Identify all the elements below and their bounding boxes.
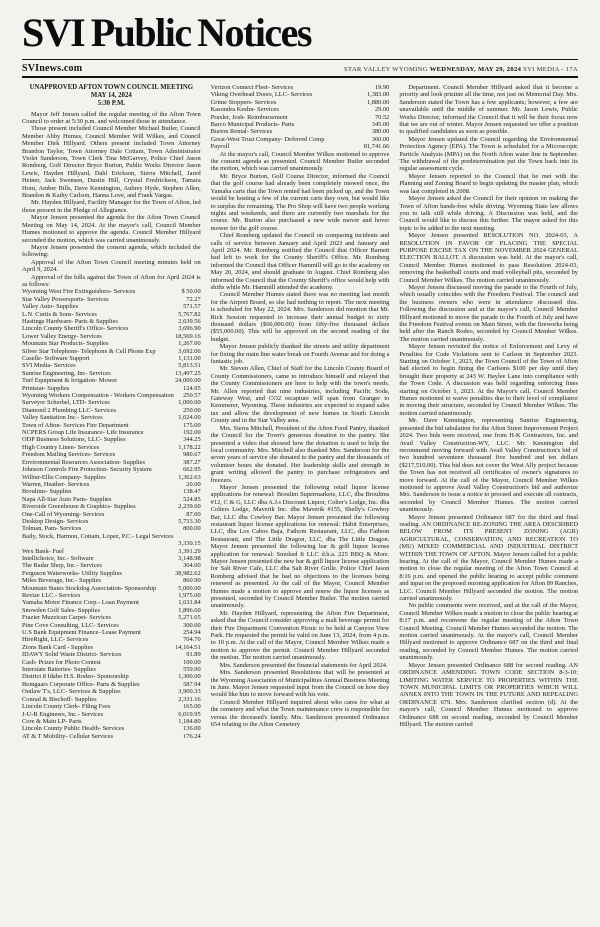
bill-name: Frazier Muzzican Carpet- Services: [22, 614, 111, 622]
bill-amount: 3,692.06: [178, 347, 201, 355]
bill-name: Wyoming Workers Compensation - Workers Compensation: [22, 392, 174, 400]
bill-amount: 1,267.00: [178, 340, 201, 348]
bill-amount: 1,184.80: [178, 717, 201, 725]
bill-amount: 3,391.29: [178, 547, 201, 555]
bill-row: [211, 136, 390, 143]
bill-amount: 3,900.33: [178, 688, 201, 696]
bill-name: Caselle- Software Support: [22, 355, 90, 363]
bill-amount: 345.00: [371, 121, 390, 129]
bill-amount: 524.85: [183, 495, 201, 503]
paragraph: Approval of the bills against the Town of Afton for April 2024 is as follows:: [22, 273, 201, 288]
bill-name: IDAWY Solid Waste District- Services: [22, 651, 122, 659]
bill-row: [22, 681, 201, 688]
bill-row: [22, 488, 201, 495]
paragraph: Department. Council Member Hillyard asked that it become a priority and look pristine all the time, not just on Memorial Day. Mrs. Sanderson stated the Town has a few applicants; however, a few are unavailable until the middle of summer. Mr. Jason Lewis, Public Works Director, informed the Council that it will be their focus now that we are out of winter. Mayor Jensen requested we offer a position to qualified candidates as soon as possible.: [399, 84, 579, 136]
bill-name: Great-West Trust Company- Deferred Comp: [210, 135, 325, 143]
bill-amount: 980.67: [183, 451, 201, 459]
bill-row: [22, 399, 201, 406]
bill-row: [211, 84, 390, 91]
bill-amount: 800.00: [183, 525, 201, 533]
bill-amount: $ 50.00: [181, 288, 201, 296]
bill-row: [22, 511, 201, 518]
bill-row: [211, 121, 390, 128]
bill-amount: 6,019.95: [178, 710, 201, 718]
bill-row: [211, 114, 390, 121]
paragraph: At the mayor's call, Council Member Wilkes motioned to approve the consent agenda as presented. Council Member Butler seconded the motion, which was carried unanimously.: [210, 150, 390, 173]
bill-row: [211, 143, 390, 150]
bill-row: [22, 362, 201, 369]
bill-name: Mountain States Stockdog Association- Sponsorship: [22, 584, 157, 592]
bill-row: [22, 688, 201, 695]
bill-name: Town of Afton- Services Fire Department: [22, 421, 129, 429]
bill-row: [22, 503, 201, 510]
bill-amount: 87.00: [186, 510, 201, 518]
bill-amount: 250.00: [183, 406, 201, 414]
bill-row: [22, 414, 201, 421]
bill-amount: 136.00: [183, 725, 201, 733]
bill-row: [211, 91, 390, 98]
bill-name: Kasondra Keehn- Services: [210, 106, 279, 114]
bill-row: [22, 592, 201, 599]
paragraph: Mayor Jensen presented Ordinance 687 for the third and final reading. AN ORDINANCE RE-ZONING THE AREA DESCRIBED BELOW FROM ITS PRESENT ZONING (AGR) AGRICULTURAL, CONSERVATION, AND RECREATION TO (MU) MIXED COMMERCIAL AND INDUSTRIAL DISTRICT WITHIN THE TOWN OF AFTON. Mayor Jensen called for a public hearing. At the call of the Mayor, Council Member Humes made a motion to close the regular meeting of the Afton Town Council at 8:16 p.m. and opened the public hearing to accept public comment and input on the proposed rezoning application for Afton 89 Ranches, LLC. Council Member Hillyard seconded the motion. The motion carried unanimously.: [399, 513, 579, 603]
bill-name: Lower Valley Energy- Services: [22, 332, 102, 340]
bill-amount: 360.00: [371, 135, 390, 143]
bill-row: [22, 459, 201, 466]
bill-row: [22, 659, 201, 666]
bill-name: Pine Cove Consulting, LLC- Services: [22, 621, 119, 629]
bill-name: SVI Media- Services: [22, 362, 76, 370]
bill-amount: 1,362.63: [178, 473, 201, 481]
notice-column-2: [211, 84, 390, 918]
site-name: SVInews.com: [22, 63, 83, 74]
bill-name: Praxler, Josh- Reimbursement: [210, 113, 288, 121]
bill-amount: 5,733.30: [178, 517, 201, 525]
bill-name: Yamaha Motor Finance Corp.- Loan Payment: [22, 599, 139, 607]
paragraph: Council Member Humes stated there was no meeting last month for the Airport Board, so she had nothing to report. The next meeting is scheduled for May 22, 2024. Mrs. Sanderson did mention that Mr. Rick Session requested to increase their annual budget to sixty thousand dollars ($60,000.00) from fifty-five thousand dollars ($55,000.00). This will be approved on the second reading of the budget.: [210, 291, 390, 343]
masthead: [0, 0, 600, 54]
bill-amount: 3,696.90: [178, 325, 201, 333]
bill-row: [22, 288, 201, 295]
masthead-info-row: [0, 60, 600, 76]
bill-name: J-U-B Engineers, Inc.- Services: [22, 710, 104, 718]
bill-row: [22, 733, 201, 740]
bill-amount: 1,131.00: [178, 355, 201, 363]
paragraph: Mayor Jensen presented Ordinance 688 for second reading. AN ORDINANCE AMENDING TOWN CODE SECTION 8-3-10: LIMITING WATER SERVICE TO PROPERTIES WITHIN THE TOWN MUNICIPAL LIMITS OR PROPERTIES WHICH WILL ANNEX INTO THE TOWN IN THE FUTURE AND REPEALING ORDINANCE 679. Mrs. Sanderson clarified section (d). At the mayor's call, Council Member Humes motioned to approve Ordinance 688 on second reading, seconded by Council Member Hillyard. The motion carried: [399, 661, 579, 728]
bill-amount: 5,767.82: [178, 310, 201, 318]
bill-amount: 5,271.65: [178, 614, 201, 622]
bill-amount: 571.57: [183, 303, 201, 311]
bill-row: [22, 407, 201, 414]
bill-amount: 165.00: [183, 703, 201, 711]
bill-row: [22, 599, 201, 606]
bill-name: Diamond 2 Plumbing LLC- Services: [22, 406, 117, 414]
bill-name: High Country Linen- Services: [22, 443, 100, 451]
bill-row: [22, 466, 201, 473]
paragraph: Mrs. Sanderson presented the financial statements for April 2024.: [219, 661, 388, 669]
bill-row: [22, 533, 201, 548]
bill-row: [22, 444, 201, 451]
bill-row: [22, 711, 201, 718]
bill-row: [22, 651, 201, 658]
bill-row: [22, 614, 201, 621]
paragraph: Mr. Hayden Hillyard, representing the Afton Fire Department, asked that the Council consider approving a malt beverage permit for their Fire Department Convention Picnic to be held at Canyon View Park. He requested the permit be valid on June 13, 2024, from 4 p.m. to 10 p.m. At the call of the Mayor, Council Member Wilkes made a motion to approve the permit. Council Member Hillyard seconded the motion. The motion carried unanimously.: [210, 609, 390, 662]
bill-row: [22, 577, 201, 584]
bill-amount: 3,148.98: [178, 554, 201, 562]
bill-amount: 662.95: [183, 466, 201, 474]
bill-row: [22, 333, 201, 340]
bill-amount: 1,631.84: [178, 599, 201, 607]
bill-amount: 2,639.56: [178, 317, 201, 325]
bill-name: Ferguson Waterworks- Utility Supplies: [22, 569, 122, 577]
bill-row: [22, 525, 201, 532]
paragraph: Mayor Jensen publicly thanked the streets and utility department for fixing the main line water break on Fourth Avenue and for doing a fantastic job.: [210, 343, 390, 366]
bill-name: Freedom Mailing Services- Services: [22, 451, 116, 459]
bill-amount: 5,000.00: [178, 584, 201, 592]
bill-row: [22, 474, 201, 481]
bill-name: Desktop Design- Services: [22, 517, 89, 525]
bill-row: [22, 377, 201, 384]
bill-amount: 2,239.60: [178, 503, 201, 511]
bill-row: [22, 629, 201, 636]
notice-columns: [0, 83, 600, 919]
bill-amount: 24,000.00: [175, 377, 201, 385]
page-title: SVI Public Notices: [22, 10, 311, 55]
bill-name: Verizon Connect Fleet- Services: [210, 84, 294, 91]
bill-amount: 1,024.00: [178, 414, 201, 422]
bill-name: Warren, Heather- Services: [22, 480, 90, 488]
bill-row: [22, 703, 201, 710]
edition-page: SVI MEDIA - 17A: [523, 66, 578, 73]
paragraph: No public comments were received, and at the call of the Mayor, Council Member Wilkes made a motion to close the public hearing at 8:17 p.m. and reconvene the regular meeting of the Afton Town Council Meeting. Council Member Humes seconded the motion. The motion carried unanimously. At the mayor's call, Council Member Hillyard motioned to approve Ordinance 687 on the third and final reading, seconded by Council Member Humes. The motion carried unanimously.: [399, 602, 579, 662]
paragraph: Mrs. Sierra Mitchell, President of the Afton Food Pantry, thanked the Council for the Town's generous donation to the pantry. She presented a video that showed how the donation is used to help the local community. Mrs. Mitchell also thanked Mrs. Sanderson for the seven years of service she donated to the pantry and the thousands of volunteer hours she donated. Her leadership skills and strength in grant writing allowed the pantry to purchase refrigerators and freezers.: [210, 424, 390, 484]
bill-name: Zions Bank Card - Supplies: [22, 643, 94, 651]
bill-row: [22, 429, 201, 436]
bill-amount: 1,300.00: [178, 673, 201, 681]
bill-name: AT & T Mobility- Cellular Services: [22, 732, 114, 740]
bill-name: U.S Bank Equipment Finance- Lease Payment: [22, 629, 141, 637]
bill-row: [22, 451, 201, 458]
bill-row: [22, 496, 201, 503]
paragraph: Mayor Jensen presented RESOLUTION NO. 2024-03, A RESOLUTION IN FAVOR OF PLACING THE SPECIAL PURPOSE EXCISE TAX ON THE NOVEMBER 2024 GENERAL ELECTION BALLOT. A discussion was held. At the mayor's call, Council Member Humes motioned to pass Resolution 2024-03, removing the basketball courts and mud volleyball pits, seconded by Council Member Wilkes. The motion carried unanimously.: [399, 232, 579, 284]
bill-amount: 175.00: [183, 421, 201, 429]
bill-name: Johnson Controls Fire Protection- Security System: [22, 466, 152, 474]
bill-amount: 14,164.51: [175, 643, 201, 651]
bill-name: Broulims- Supplies: [22, 488, 72, 496]
bill-name: Sunrise Engineering, Inc- Services: [22, 369, 111, 377]
edition-line: [344, 66, 578, 73]
paragraph: Mr. Hayden Hillyard, Facility Manager for the Town of Afton, led those present in the Pledge of Allegiance.: [22, 199, 201, 214]
paragraph: Mayor Jensen discussed moving the parade to the Fourth of July, which usually coincides with the Freedom Festival. The council and the business owners who were in attendance discussed this. Following the discussion and at the mayor's call, Council Member Hillyard motioned to move the parade to the Fourth of July and have the Freedom Festival events on Main Street, with the fireworks being held after the Ranch Rodeo, seconded by Council Member Wilkes. The motion carried unanimously.: [399, 283, 579, 343]
bill-name: Baily, Stock, Harmon, Cottam, Lopez, P.C.- Legal Services: [22, 532, 174, 540]
paragraph: Mr. Dave Kennington, representing Sunrise Engineering, presented the bid tabulation for the Afton Street Improvement Project 2024. Two bids were received, one from H-K Contractors, Inc. and Avail Valley Construction-WY, LLC. Mr. Kennington did recommend moving forward with Avail Valley Construction's bid of two hundred seventeen thousand five hundred and ten dollars ($217,510.00). This bid does not cover the West Ally project because the Town has not received all certificates of owner's signatures to move forward. At the call of the Mayor, Council Member Wilkes motioned to approve Avail Valley Construction's bid and authorize Mrs. Sanderson to issue a notice to proceed and execute all contracts, seconded by Council Member Humes. The motion carried unanimously.: [399, 417, 579, 514]
bill-name: Bomgaars Corporate Office- Parts & Supplies: [22, 680, 140, 688]
bill-amount: 138.47: [183, 488, 201, 496]
bill-row: [211, 99, 390, 106]
paragraph: Mayor Jensen updated the Council regarding the Environmental Protection Agency (EPA). The Town is scheduled for a Microscopic Particle Analysis (MPA) on the North Afton water line in September. The withdrawal of the predetermination put the Town back into its regular assessment cycle.: [399, 135, 579, 173]
paragraph: Chief Romberg updated the Council on comparing incidents and calls of service between January and April 2023 and January and April 2024. Mr. Romberg notified the Council that Officer Barnett had left to work for the County Sheriff's Office. Mr. Romberg informed the Council that Officer Hammill will go to the academy on May 20, 2024, and should graduate in August. Chief Romberg also informed the Council that the County Sheriff's office would help with shifts while Mr. Hammill attended the academy.: [210, 232, 390, 291]
bill-name: Hastings Hardware- Parts & Supplies: [22, 317, 118, 325]
bill-row: [22, 666, 201, 673]
bill-row: [22, 436, 201, 443]
bill-row: [22, 636, 201, 643]
paragraph: Mayor Jensen presented the following retail liquor license applications for renewal: Broulim Supermarkets, LLC, dba Broulims #12, C & G, LLC dba A.J.s Discount Liquor, Colter's Lodge, Inc. dba Colters Lodge, Maverik Inc. dba Maverik #155, Shelly's Cowboy Bar, LLC dba Cowboy Bar. Mayor Jensen presented the following restaurant liquor license applications for renewal: Habit Enterprises, LLC, dba Los Cabos Baja, Fathom Restaurant, LLC, dba Fathom Restaurant, and The Little Dragon, LLC, dba The Little Dragon. Mayor Jensen presented the following bar & grill liquor license application for renewal: Smoked It LLC d.b.a. 225 BBQ & More. Mayor Jensen presented the new bar & grill liquor license application for Salt River Cafe, LLC dba Salt River Grille. Police Chief Jason Romberg advised that he had no objections to the licenses being renewed as presented. At the call of the Mayor, Council Member Humes made a motion to approve and renew the liquor licenses as presented, seconded by Council Member Butler. The motion carried unanimously.: [210, 483, 390, 610]
bill-row: [22, 318, 201, 325]
bill-amount: 1,000.00: [178, 399, 201, 407]
bill-row: [22, 422, 201, 429]
bill-amount: 1,178.22: [178, 443, 201, 451]
bill-row: [22, 562, 201, 569]
bill-amount: 13,497.25: [175, 369, 201, 377]
bill-row: [22, 644, 201, 651]
bill-amount: 70.52: [374, 113, 390, 121]
bill-row: [22, 585, 201, 592]
bill-amount: 176.24: [183, 732, 201, 740]
bill-row: [22, 385, 201, 392]
bill-name: Napa All-Star Auto Parts- Supplies: [22, 495, 112, 503]
bill-name: Viking Overhead Doors, LLC- Services: [210, 91, 313, 99]
bill-name: Core & Main LP- Parts: [22, 717, 82, 725]
bill-amount: 254.94: [183, 629, 201, 637]
bill-name: Intellichoice, Inc.- Software: [22, 554, 94, 562]
bill-name: ODP Business Solutions, LLC- Supplies: [22, 436, 126, 444]
bill-row: [22, 392, 201, 399]
paragraph: Those present included Council Member Michael Butler, Council Member Abby Humes, Council Member Will Wilkes, and Council Member Dirk Hillyard. Others present included Town Attorney Brandon Taylor, Town Attorney Dale Cottam, Town Administrator Violet Sanderson, Town Clerk Tina McGarvey, Police Chief Jason Romberg, Golf Director Bryce Burton, Public Works Director Jason Lewis, Hayden Hillyard, Dahl Erickson, Sierra Mitchell, Jared Heiner, Jack Swensen, Dustin Hill, Crystal Fredrickson, Tamara Horn, Amber Bills, Dave Kennington, Aubrey Hyde, Stephen Allen, Brandon & Kathy Carlson, Hanna Love, and Frank Vargas.: [22, 125, 201, 200]
bill-row: [22, 622, 201, 629]
bill-amount: 559.90: [183, 666, 201, 674]
bill-name: Revize LLC.- Services: [22, 592, 81, 600]
bill-name: Star Valley Powersports- Services: [22, 295, 109, 303]
bill-row: [22, 370, 201, 377]
paragraph: Mayor Jensen reported to the Council that he met with the Planning and Zoning Board to begin updating the master plan, which was last completed in 2008.: [399, 172, 579, 195]
bill-amount: 19.90: [374, 84, 390, 91]
notice-heading-line: MAY 14, 2024: [90, 92, 132, 100]
paragraph: Mrs. Sanderson presented Resolutions that will be presented at the Wyoming Association of Municipalities Annual Business Meeting in June. Mayor Jensen requested input from the Council on how they would like him to move forward with his vote.: [210, 669, 390, 699]
bill-amount: 5,813.51: [178, 362, 201, 370]
bill-amount: 192.00: [183, 429, 201, 437]
bill-name: Valley Sanitation Inc.- Services: [22, 414, 103, 422]
bill-name: HireRight, LLC- Services: [22, 636, 89, 644]
masthead-divider-thick: [22, 76, 578, 78]
bill-amount: 587.94: [183, 680, 201, 688]
paragraph: Council Member Hillyard inquired about who cares for what at the cemetery and what the Town maintenance crew is responsible for versus the deceased's family. Mrs. Sanderson presented Ordinance 654 relating to the Afton Cemetery: [210, 698, 390, 728]
bill-amount: 1,880.00: [366, 98, 390, 106]
bill-name: Snowden Golf Sales- Supplies: [22, 606, 100, 614]
bill-amount: 124.95: [183, 384, 201, 392]
bill-amount: 344.25: [183, 436, 201, 444]
bill-name: Conrad & Bischoff- Supplies: [22, 695, 97, 703]
bill-row: [22, 673, 201, 680]
paragraph: Mayor Jensen presented the agenda for the Afton Town Council Meeting on May 14, 2024. At the mayor's call, Council Member Humes motioned to approve the agenda. Council Member Hillyard seconded the motion, which was carried unanimously.: [22, 214, 201, 244]
notice-column-3: [399, 84, 578, 918]
bill-amount: 20.00: [186, 480, 201, 488]
bill-row: [22, 607, 201, 614]
bill-amount: 2,331.16: [178, 695, 201, 703]
bill-name: NCPERS Group Life Insurance- Life Insurance: [22, 429, 144, 437]
bill-amount: 81,741.66: [363, 143, 390, 151]
bill-name: Cash- Prizes for Photo Contest: [22, 658, 101, 666]
bill-amount: 29.00: [374, 106, 390, 114]
bill-amount: 72.27: [186, 295, 201, 303]
bill-amount: 300.00: [183, 621, 201, 629]
bill-row: [22, 340, 201, 347]
bill-name: Payroll: [210, 143, 230, 151]
bill-row: [22, 725, 201, 732]
bill-name: Valley Auto- Supplies: [22, 303, 79, 311]
bill-row: [22, 296, 201, 303]
bill-amount: 18,569.16: [175, 332, 201, 340]
bill-name: Grime Stoppers- Services: [210, 98, 277, 106]
bill-amount: 91.89: [186, 651, 201, 659]
bill-amount: 250.57: [183, 392, 201, 400]
bill-row: [22, 696, 201, 703]
bill-row: [211, 106, 390, 113]
bill-row: [22, 325, 201, 332]
bill-name: Lincoln County Sheriff's Office- Services: [22, 325, 129, 333]
bill-amount: 3,330.15: [178, 540, 201, 548]
bill-row: [22, 348, 201, 355]
paragraph: Mayor Jensen presented the consent agenda, which included the following:: [22, 243, 201, 259]
bill-name: Wex Bank- Fuel: [22, 547, 64, 555]
bill-name: Lincoln County Clerk- Filing Fees: [22, 703, 111, 711]
bill-name: Tolman, Pam- Services: [22, 525, 82, 533]
bill-row: [211, 128, 390, 135]
bill-name: One-Call of Wyoming- Services: [22, 510, 105, 518]
bill-name: The Radar Shop, Inc.- Services: [22, 562, 102, 570]
bill-amount: 364.00: [183, 562, 201, 570]
bill-name: Printstar- Supplies: [22, 384, 70, 392]
bill-name: Mountain Star Products- Supplies: [22, 340, 109, 348]
bill-name: Lincoln County Public Health- Services: [22, 725, 125, 733]
bill-row: [22, 481, 201, 488]
bill-name: Outlaw T's, LLC- Services & Supplies: [22, 688, 121, 696]
bill-name: Wyoming West Fire Extinguishers- Services: [22, 288, 136, 296]
paragraph: Mayor Jeff Jensen called the regular meeting of the Afton Town Council to order at 5:30 p.m. and welcomed those in attendance.: [22, 110, 201, 126]
bill-name: Burton Rental- Services: [210, 128, 273, 136]
notice-heading-line: UNAPPROVED AFTON TOWN COUNCIL MEETING: [29, 84, 194, 91]
notice-column-1: [22, 84, 201, 918]
bill-name: District 8 Idaho H.S. Rodeo- Sponsorship: [22, 673, 129, 681]
bill-amount: 1,975.00: [178, 592, 201, 600]
edition-date: WEDNESDAY, MAY 29, 2024: [429, 66, 522, 73]
bill-amount: 860.90: [183, 577, 201, 585]
bill-row: [22, 718, 201, 725]
bill-row: [22, 555, 201, 562]
bill-name: Interstate Batteries- Supplies: [22, 666, 96, 674]
bill-amount: 704.70: [183, 636, 201, 644]
edition-location: STAR VALLEY WYOMING: [344, 66, 428, 73]
bill-name: Environmental Resources Association- Supplies: [22, 458, 146, 466]
bill-name: Barco Municipal Products- Parts: [210, 121, 295, 129]
bill-name: Wilbur-Ellis Company- Supplies: [22, 473, 106, 481]
bill-name: L.N. Curtis & Sons- Services: [22, 310, 97, 318]
notice-heading-line: 5:30 P.M.: [97, 100, 126, 108]
paragraph: Approval of the Afton Town Council meeting minutes held on April 9, 2024.: [22, 258, 201, 274]
bill-row: [22, 548, 201, 555]
bill-name: Surveyor Scherbel, LTD- Services: [22, 399, 110, 407]
bill-amount: 1,896.60: [178, 606, 201, 614]
bill-row: [22, 355, 201, 362]
bill-name: Riverside Greenhouse & Graphics- Supplies: [22, 503, 136, 511]
bill-amount: 100.00: [183, 658, 201, 666]
bill-name: Miles Beverage, Inc.- Supplies: [22, 577, 101, 585]
bill-row: [22, 570, 201, 577]
paragraph: Mr. Bryce Burton, Golf Course Director, informed the Council that the golf course had already been completely mowed once, the Yamaha carts that the Town rented had been picked up, and the Town would be hosting a few of the current carts they own, but would like to surplus the remaining. The Pro Shop will have two people working nights and weekends, and there are currently two marshals for the course. Mr. Burton also purchased a new wide mover and hover mower for the golf course.: [210, 172, 390, 232]
paragraph: Mayor Jensen revisited the notice of Enforcement and Levy of Penalties for Code Violations sent to Carlson in September 2023. Starting on October 1, 2023, the Town Council of the Town of Afton had elected to begin fining the Carlsons $100 per day until they brought their property at 243 W. Haylee Lane into compliance with the Town Code. A discussion was held regarding enforcing fines starting on October 1, 2023. At the Mayor's call, Council Member Humes motioned to waive penalties due to their level of compliance in moving their structure, seconded by Council Member Wilkes. The motion carried unanimously.: [399, 343, 579, 417]
paragraph: Mr. Steven Allen, Chief of Staff for the Lincoln County Board of County Commissioners, came to introduce himself and relayed that the County Commissioners are here to help with the town's needs. Mr. Allen reported that nine industries, including Pacific Soda, Gateway West, and CO2 recapture will span from Granger to Kemmerer, Wyoming. These industries are expected to expand sales tax and allow the development of new homes in South Lincoln County and in the Star Valley area.: [210, 365, 390, 425]
bill-name: Silver Star Telephone- Telephone & Cell Phone Exp: [22, 347, 156, 355]
bill-amount: 1,383.00: [366, 91, 390, 99]
bill-amount: 380.00: [371, 128, 390, 136]
notice-heading: [22, 84, 201, 109]
bill-row: [22, 311, 201, 318]
bill-name: Turf Equipment & Irrigation- Mower: [22, 377, 118, 385]
bill-row: [22, 303, 201, 310]
bill-amount: 38,982.62: [175, 569, 201, 577]
bill-amount: 387.27: [183, 458, 201, 466]
paragraph: Mayor Jensen asked the Council for their opinion on making the Town of Afton hands-free while driving. Wyoming State law allows you to talk still while driving. A Discussion was held, and the Council would like to discuss this further. The mayor asked for this topic to be added to the next meeting.: [399, 195, 579, 232]
bill-row: [22, 518, 201, 525]
